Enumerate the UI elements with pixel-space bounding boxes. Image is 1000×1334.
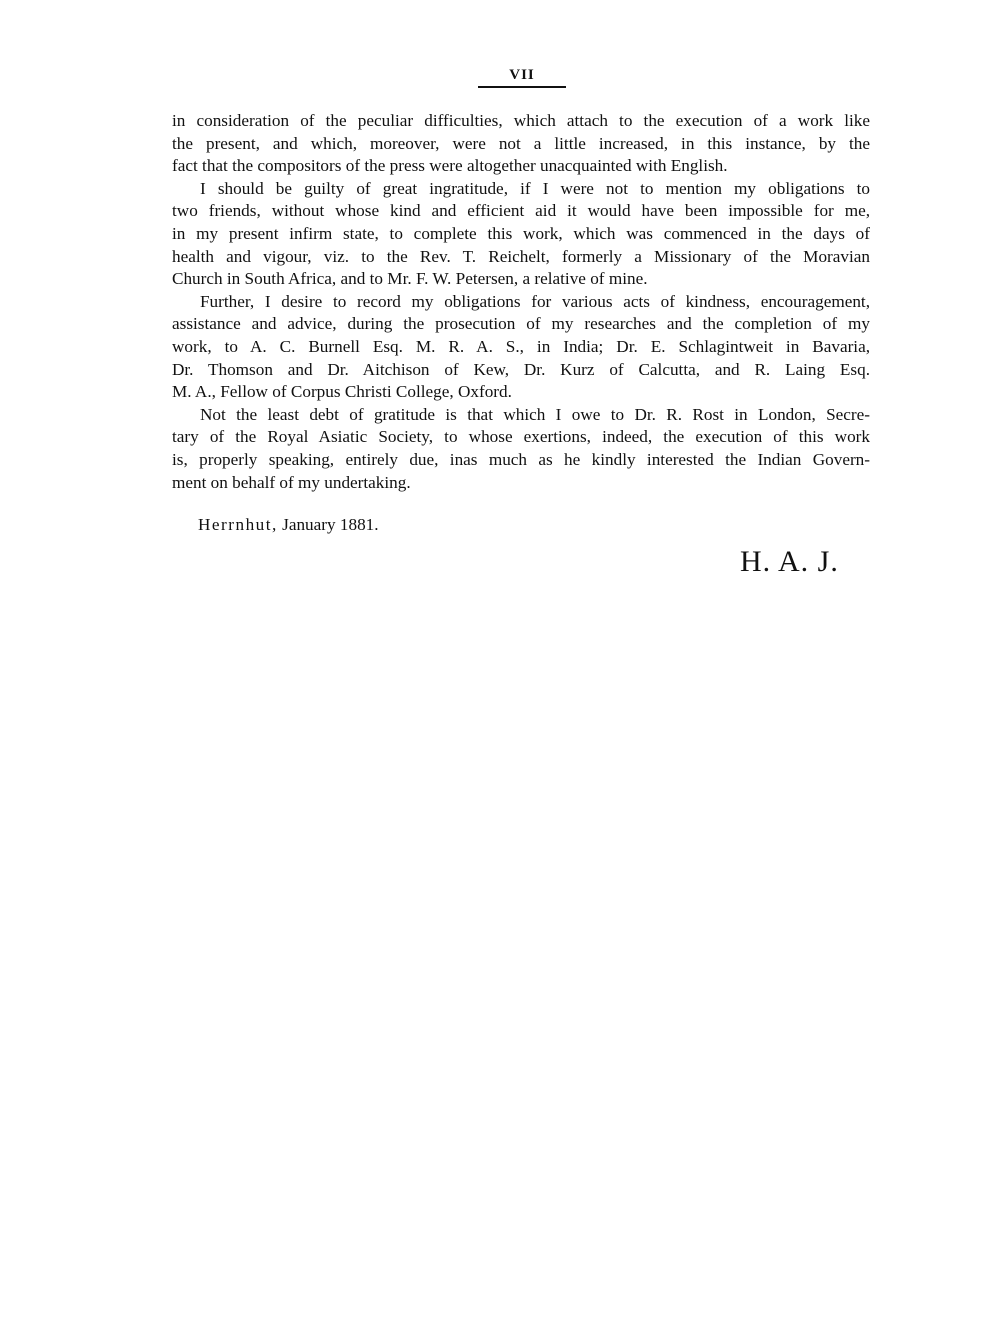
page-number: VII [509, 67, 535, 83]
text-line: assistance and advice, during the prosecution of my researches and the completion of my [172, 314, 870, 334]
text-line: the present, and which, moreover, were not a little increased, in this instance, by the [172, 133, 870, 153]
text-line: in consideration of the peculiar difficulties, which attach to the execution of a work like [172, 111, 870, 130]
text-line: tary of the Royal Asiatic Society, to whose exertions, indeed, the execution of this work [172, 427, 870, 447]
text-line: fact that the compositors of the press were altogether unacquainted with English. [172, 156, 728, 176]
text-line: ment on behalf of my undertaking. [172, 472, 411, 492]
text-line: M. A., Fellow of Corpus Christi College, Oxford. [172, 382, 512, 402]
page-header [478, 66, 566, 88]
text-line: Dr. Thomson and Dr. Aitchison of Kew, Dr. Kurz of Calcutta, and R. Laing Esq. [172, 359, 870, 379]
text-line: I should be guilty of great ingratitude, if I were not to mention my obligations to [200, 178, 870, 198]
text-line: two friends, without whose kind and efficient aid it would have been impossible for me, [172, 201, 870, 221]
preface-body [172, 110, 870, 494]
text-line: work, to A. C. Burnell Esq. M. R. A. S., in India; Dr. E. Schlagintweit in Bavaria, [172, 336, 870, 356]
header-rule [478, 86, 566, 88]
text-line: Church in South Africa, and to Mr. F. W. Petersen, a relative of mine. [172, 269, 648, 289]
place: Herrnhut, [198, 515, 278, 534]
text-line: in my present infirm state, to complete this work, which was commenced in the days of [172, 223, 870, 243]
text-line: health and vigour, viz. to the Rev. T. Reichelt, formerly a Missionary of the Moravian [172, 246, 870, 266]
text-line: Not the least debt of gratitude is that which I owe to Dr. R. Rost in London, Secre- [200, 404, 870, 424]
signature-initials: H. A. J. [740, 545, 839, 578]
text-line: is, properly speaking, entirely due, inas much as he kindly interested the Indian Govern- [172, 449, 870, 469]
place-and-date [198, 514, 379, 536]
paragraph-4 [172, 404, 870, 494]
paragraph-1 [172, 110, 870, 178]
date: January 1881. [282, 515, 379, 534]
paragraph-3 [172, 291, 870, 404]
paragraph-2 [172, 178, 870, 291]
text-line: Further, I desire to record my obligations for various acts of kindness, encouragement, [200, 291, 870, 311]
